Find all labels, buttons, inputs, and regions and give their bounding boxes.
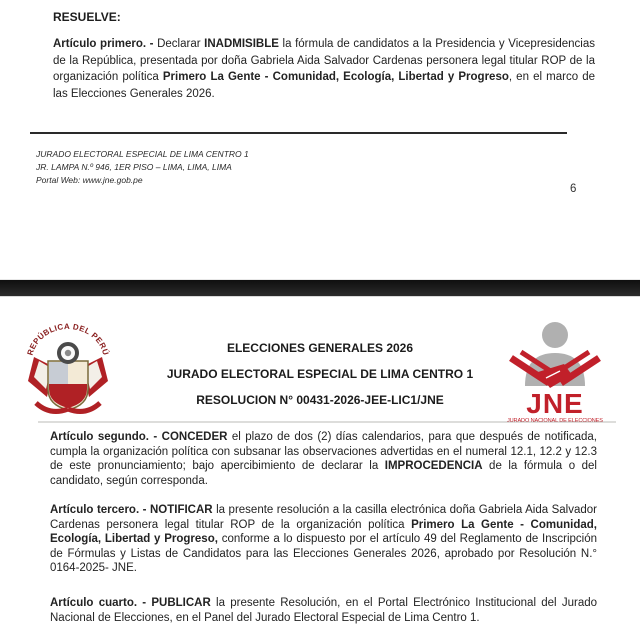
text-segment: la presente resolución a la casilla electrónica doña Gabriela Aida Salvador Cardenas personera legal titular ROP de la organización política: [50, 504, 597, 531]
header-title-elections: ELECCIONES GENERALES 2026: [226, 341, 414, 355]
text-segment: conforme a lo dispuesto por el artículo 49 del Reglamento de Inscripción de Fórmulas y Listas de Candidatos para las Elecciones Generales 2026, aprobado por Resolución N.° 0164-2025- JNE.: [50, 533, 598, 575]
header-separator-line: [38, 421, 616, 423]
text-segment: Artículo primero. -: [53, 38, 158, 50]
articulo-tercero-paragraph: [50, 503, 597, 576]
footer-separator-line: [30, 132, 567, 134]
text-segment: de la fórmula o del candidato, según corresponda.: [50, 460, 597, 487]
text-segment: Artículo tercero. - NOTIFICAR: [50, 504, 213, 516]
jne-logo-icon: [498, 320, 610, 424]
articulo-primero-paragraph: [53, 36, 595, 102]
footer-line: JR. LAMPA N.º 946, 1ER PISO – LIMA, LIMA, LIMA: [36, 162, 232, 172]
articulo-segundo-paragraph: [50, 430, 597, 488]
header-title-resolucion: RESOLUCION N° 00431-2026-JEE-LIC1/JNE: [196, 393, 444, 407]
text-segment: Declarar: [157, 38, 205, 50]
jne-caption-text: JURADO NACIONAL DE ELECCIONES: [507, 418, 603, 424]
text-segment: INADMISIBLE: [204, 38, 279, 50]
page-break-band: [0, 279, 640, 297]
text-segment: Primero La Gente - Comunidad, Ecología, Libertad y Progreso: [162, 71, 509, 83]
footer-line: Portal Web: www.jne.gob.pe: [36, 175, 143, 185]
text-segment: Artículo cuarto. - PUBLICAR: [50, 597, 211, 609]
text-segment: el plazo de dos (2) días calendarios, para que después de notificada, cumpla la organización política con subsanar las observaciones advertidas en el numeral 12.1, 12.2 y 12.3 de este pronunciamiento; bajo apercibimiento de declarar la: [50, 431, 597, 473]
resuelve-heading: RESUELVE:: [53, 10, 121, 24]
jne-acronym-text: JNE: [526, 388, 584, 419]
text-segment: , en el marco de las Elecciones Generales 2026.: [53, 71, 595, 100]
document-header: [125, 341, 515, 419]
text-segment: IMPROCEDENCIA: [384, 460, 483, 473]
text-segment: la fórmula de candidatos a la Presidencia y Vicepresidencias de la República, presentada por doña Gabriela Aida Salvador Cardenas personera legal titular ROP de la organización política: [53, 38, 595, 83]
peru-coat-of-arms-icon: [22, 317, 114, 417]
header-title-jurado: JURADO ELECTORAL ESPECIAL DE LIMA CENTRO 1: [166, 367, 474, 381]
coat-arc-text: REPÚBLICA DEL PERÚ: [25, 321, 111, 357]
text-segment: Artículo segundo. - CONCEDER: [50, 431, 228, 443]
articulo-cuarto-paragraph: [50, 596, 597, 625]
text-segment: Primero La Gente - Comunidad, Ecología, Libertad y Progreso,: [50, 518, 597, 546]
text-segment: la presente Resolución, en el Portal Electrónico Institucional del Jurado Nacional de Elecciones, en el Panel del Jurado Electoral Especial de Lima Centro 1.: [50, 597, 598, 624]
page-number: 6: [570, 183, 577, 195]
page-footer: [36, 148, 249, 187]
footer-line: JURADO ELECTORAL ESPECIAL DE LIMA CENTRO 1: [36, 149, 249, 159]
